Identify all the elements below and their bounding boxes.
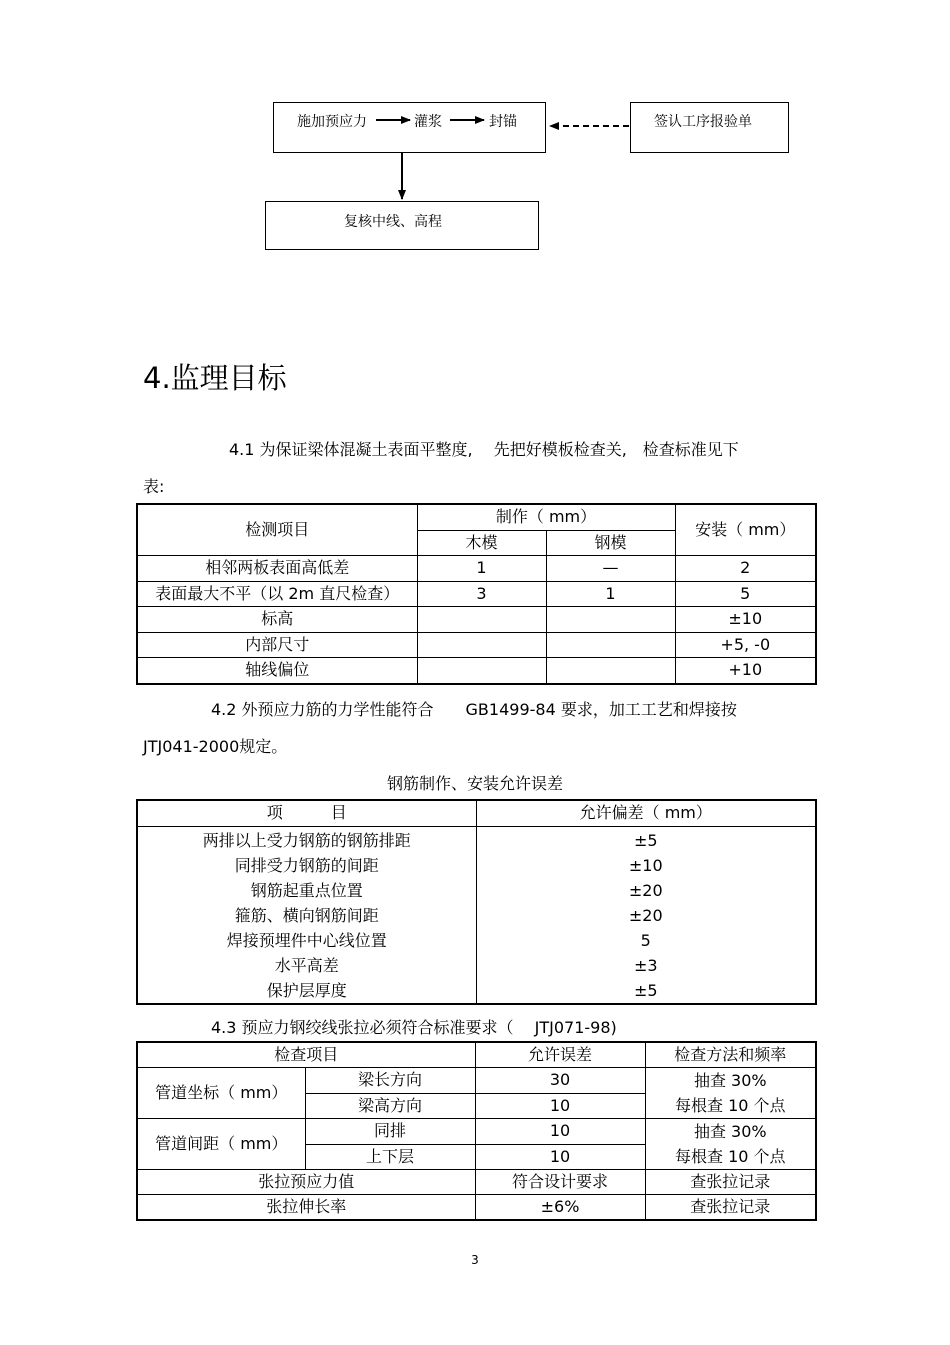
table3-cell-tolerance: 10 (475, 1093, 645, 1119)
table3-method-line: 每根查 10 个点 (674, 1147, 786, 1166)
table1-cell-item: 表面最大不平（以 2m 直尺检查） (137, 581, 417, 607)
paragraph-4-1-line2: 表: (143, 477, 165, 496)
table3-cell-tolerance: 10 (475, 1144, 645, 1170)
table3-header-tolerance: 允许误差 (475, 1042, 645, 1068)
table1-cell-item: 轴线偏位 (137, 658, 417, 684)
table-row (137, 1170, 816, 1195)
table3-cell-sub: 上下层 (305, 1144, 475, 1170)
table1-header-item: 检测项目 (137, 504, 417, 556)
table3-method-line: 抽查 30% (693, 1122, 767, 1141)
flow-step-grouting: 灌浆 (414, 114, 442, 130)
table2-item: 水平高差 (274, 955, 339, 975)
paragraph-4-1-line1: 4.1 为保证梁体混凝土表面平整度, 先把好模板检查关, 检查标准见下 (229, 440, 739, 459)
table1-header-install: 安装（ mm） (675, 504, 816, 556)
flow-signoff-label: 签认工序报验单 (654, 114, 752, 130)
table3-cell-method (645, 1068, 816, 1119)
table3-method-line: 每根查 10 个点 (674, 1096, 786, 1115)
table1-cell-steel (546, 632, 675, 658)
table1-cell-steel: — (546, 556, 675, 582)
table-row (137, 1068, 816, 1094)
table3-cell-sub: 同排 (305, 1119, 475, 1145)
table1-cell-steel (546, 658, 675, 684)
flow-step-anchor-seal: 封锚 (489, 114, 517, 130)
table2-header-tolerance: 允许偏差（ mm） (476, 800, 816, 826)
table1-cell-install: ±10 (675, 607, 816, 633)
table2-item: 焊接预埋件中心线位置 (226, 930, 387, 950)
table2-item: 两排以上受力钢筋的钢筋排距 (202, 830, 411, 850)
section-heading: 4.监理目标 (143, 361, 287, 395)
flow-recheck-label: 复核中线、高程 (344, 214, 442, 230)
table2-item: 箍筋、横向钢筋间距 (234, 905, 379, 925)
table1-cell-install: 5 (675, 581, 816, 607)
strand-tensioning-table (136, 1041, 817, 1221)
table3-cell-sub: 梁长方向 (305, 1068, 475, 1094)
table3-cell-item: 张拉预应力值 (137, 1170, 475, 1195)
paragraph-4-3: 4.3 预应力钢绞线张拉必须符合标准要求（ JTJ071-98) (211, 1018, 617, 1037)
table3-header-method: 检查方法和频率 (645, 1042, 816, 1068)
table-row (137, 556, 816, 582)
table-row (137, 581, 816, 607)
table1-cell-wood: 3 (417, 581, 546, 607)
table3-header-item: 检查项目 (137, 1042, 475, 1068)
table3-group-duct-spacing: 管道间距（ mm） (137, 1119, 305, 1170)
table2-tolerance: ±5 (633, 980, 658, 1000)
table2-item: 同排受力钢筋的间距 (234, 855, 379, 875)
table2-tolerances-cell (476, 826, 816, 1004)
table3-group-duct-coordinate: 管道坐标（ mm） (137, 1068, 305, 1119)
table1-cell-wood: 1 (417, 556, 546, 582)
table3-method-line: 抽查 30% (693, 1071, 767, 1090)
table1-cell-item: 标高 (137, 607, 417, 633)
table3-cell-sub: 梁高方向 (305, 1093, 475, 1119)
table-row (137, 607, 816, 633)
table1-cell-install: +10 (675, 658, 816, 684)
table1-header-steel: 钢模 (546, 530, 675, 556)
table-row (137, 1195, 816, 1221)
table1-cell-wood (417, 607, 546, 633)
table1-cell-install: +5, -0 (675, 632, 816, 658)
table3-cell-method: 查张拉记录 (645, 1170, 816, 1195)
table2-item: 钢筋起重点位置 (250, 880, 363, 900)
table1-header-make: 制作（ mm） (417, 504, 675, 530)
table3-cell-method: 查张拉记录 (645, 1195, 816, 1221)
table-row (137, 632, 816, 658)
flow-step-prestress: 施加预应力 (297, 114, 367, 130)
flow-arrows (0, 0, 950, 260)
paragraph-4-2-line1: 4.2 外预应力筋的力学性能符合 GB1499-84 要求，加工工艺和焊接按 (211, 700, 737, 719)
table2-items-cell (137, 826, 476, 1004)
table3-cell-tolerance: 30 (475, 1068, 645, 1094)
table2-tolerance: ±10 (628, 855, 663, 875)
table1-cell-item: 内部尺寸 (137, 632, 417, 658)
table3-cell-tolerance: ±6% (475, 1195, 645, 1221)
table-row (137, 1119, 816, 1145)
table3-cell-method (645, 1119, 816, 1170)
page-number: 3 (471, 1253, 479, 1267)
paragraph-4-2-line2: JTJ041-2000规定。 (143, 737, 288, 756)
table3-cell-item: 张拉伸长率 (137, 1195, 475, 1221)
table2-tolerance: ±20 (628, 880, 663, 900)
table1-header-wood: 木模 (417, 530, 546, 556)
table1-cell-install: 2 (675, 556, 816, 582)
table2-tolerance: ±20 (628, 905, 663, 925)
table2-header-item: 项 目 (137, 800, 476, 826)
table2-tolerance: 5 (640, 930, 651, 950)
table2-item: 保护层厚度 (266, 980, 347, 1000)
formwork-tolerance-table (136, 503, 817, 685)
table3-cell-tolerance: 符合设计要求 (475, 1170, 645, 1195)
table1-cell-steel: 1 (546, 581, 675, 607)
table1-cell-steel (546, 607, 675, 633)
table1-cell-wood (417, 632, 546, 658)
rebar-tolerance-table (136, 799, 817, 1005)
table2-tolerance: ±3 (633, 955, 658, 975)
table1-cell-wood (417, 658, 546, 684)
table1-cell-item: 相邻两板表面高低差 (137, 556, 417, 582)
table3-cell-tolerance: 10 (475, 1119, 645, 1145)
table-row (137, 658, 816, 684)
table2-tolerance: ±5 (633, 830, 658, 850)
table2-caption: 钢筋制作、安装允许误差 (386, 774, 563, 793)
